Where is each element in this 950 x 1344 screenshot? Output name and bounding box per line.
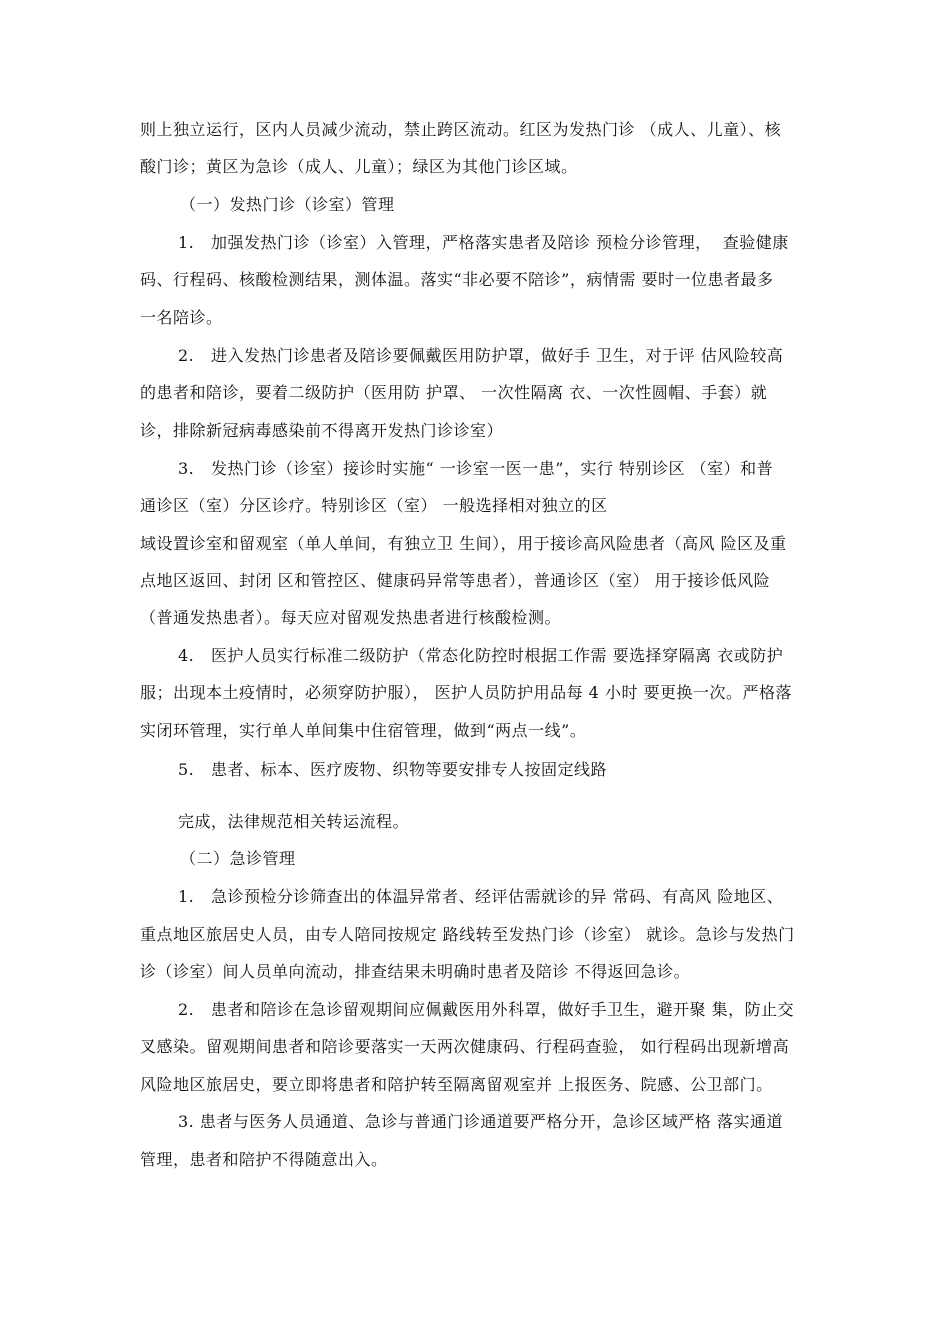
text-line: （普通发热患者）。每天应对留观发热患者进行核酸检测。	[140, 608, 562, 627]
text-line: 一名陪诊。	[140, 308, 223, 327]
text-line: 1. 加强发热门诊（诊室）入管理，严格落实患者及陪诊 预检分诊管理， 查验健康	[178, 233, 789, 252]
text-line: 酸门诊；黄区为急诊（成人、儿童）；绿区为其他门诊区域。	[140, 157, 578, 176]
text-line: 5. 患者、标本、医疗废物、织物等要安排专人按固定线路	[178, 760, 608, 779]
text-line: 通诊区（室）分区诊疗。特别诊区（室） 一般选择相对独立的区	[140, 496, 608, 515]
text-line: 则上独立运行，区内人员减少流动，禁止跨区流动。红区为发热门诊 （成人、儿童）、核	[140, 120, 782, 139]
text-line: 叉感染。留观期间患者和陪诊要落实一天两次健康码、行程码查验， 如行程码出现新增高	[140, 1037, 790, 1056]
text-line: 服；出现本土疫情时，必须穿防护服）， 医护人员防护用品每 4 小时 要更换一次。严格落	[140, 683, 793, 702]
text-line: 风险地区旅居史，要立即将患者和陪护转至隔离留观室并 上报医务、院感、公卫部门。	[140, 1075, 773, 1094]
text-line: 点地区返回、封闭 区和管控区、健康码异常等患者），普通诊区（室） 用于接诊低风险	[140, 571, 771, 590]
text-line: 实闭环管理，实行单人单间集中住宿管理，做到“两点一线”。	[140, 721, 587, 740]
section-heading: （一）发热门诊（诊室）管理	[180, 195, 395, 214]
text-line: 3. 患者与医务人员通道、急诊与普通门诊通道要严格分开，急诊区域严格 落实通道	[178, 1112, 783, 1131]
text-line: 码、行程码、核酸检测结果，测体温。落实“非必要不陪诊”，病情需 要时一位患者最多	[140, 270, 774, 289]
text-line: 4. 医护人员实行标准二级防护（常态化防控时根据工作需 要选择穿隔离 衣或防护	[178, 646, 784, 665]
text-line: 诊（诊室）间人员单向流动，排查结果未明确时患者及陪诊 不得返回急诊。	[140, 962, 691, 981]
text-line: 域设置诊室和留观室（单人单间，有独立卫 生间），用于接诊高风险患者（高风 险区及重	[140, 534, 787, 553]
text-line: 1. 急诊预检分诊筛查出的体温异常者、经评估需就诊的异 常码、有高风 险地区、	[178, 887, 784, 906]
text-line: 重点地区旅居史人员，由专人陪同按规定 路线转至发热门诊（诊室） 就诊。急诊与发热门	[140, 925, 795, 944]
section-heading: （二）急诊管理	[180, 849, 296, 868]
text-line: 完成，法律规范相关转运流程。	[178, 812, 410, 831]
text-line: 2. 进入发热门诊患者及陪诊要佩戴医用防护罩，做好手 卫生，对于评 估风险较高	[178, 346, 784, 365]
text-line: 2. 患者和陪诊在急诊留观期间应佩戴医用外科罩，做好手卫生，避开聚 集，防止交	[178, 1000, 795, 1019]
text-line: 的患者和陪诊，要着二级防护（医用防 护罩、 一次性隔离 衣、一次性圆帽、手套）就	[140, 383, 768, 402]
text-line: 管理，患者和陪护不得随意出入。	[140, 1150, 388, 1169]
text-line: 诊，排除新冠病毒感染前不得离开发热门诊诊室）	[140, 421, 504, 440]
text-line: 3. 发热门诊（诊室）接诊时实施“ 一诊室一医一患”，实行 特别诊区 （室）和普	[178, 459, 774, 478]
